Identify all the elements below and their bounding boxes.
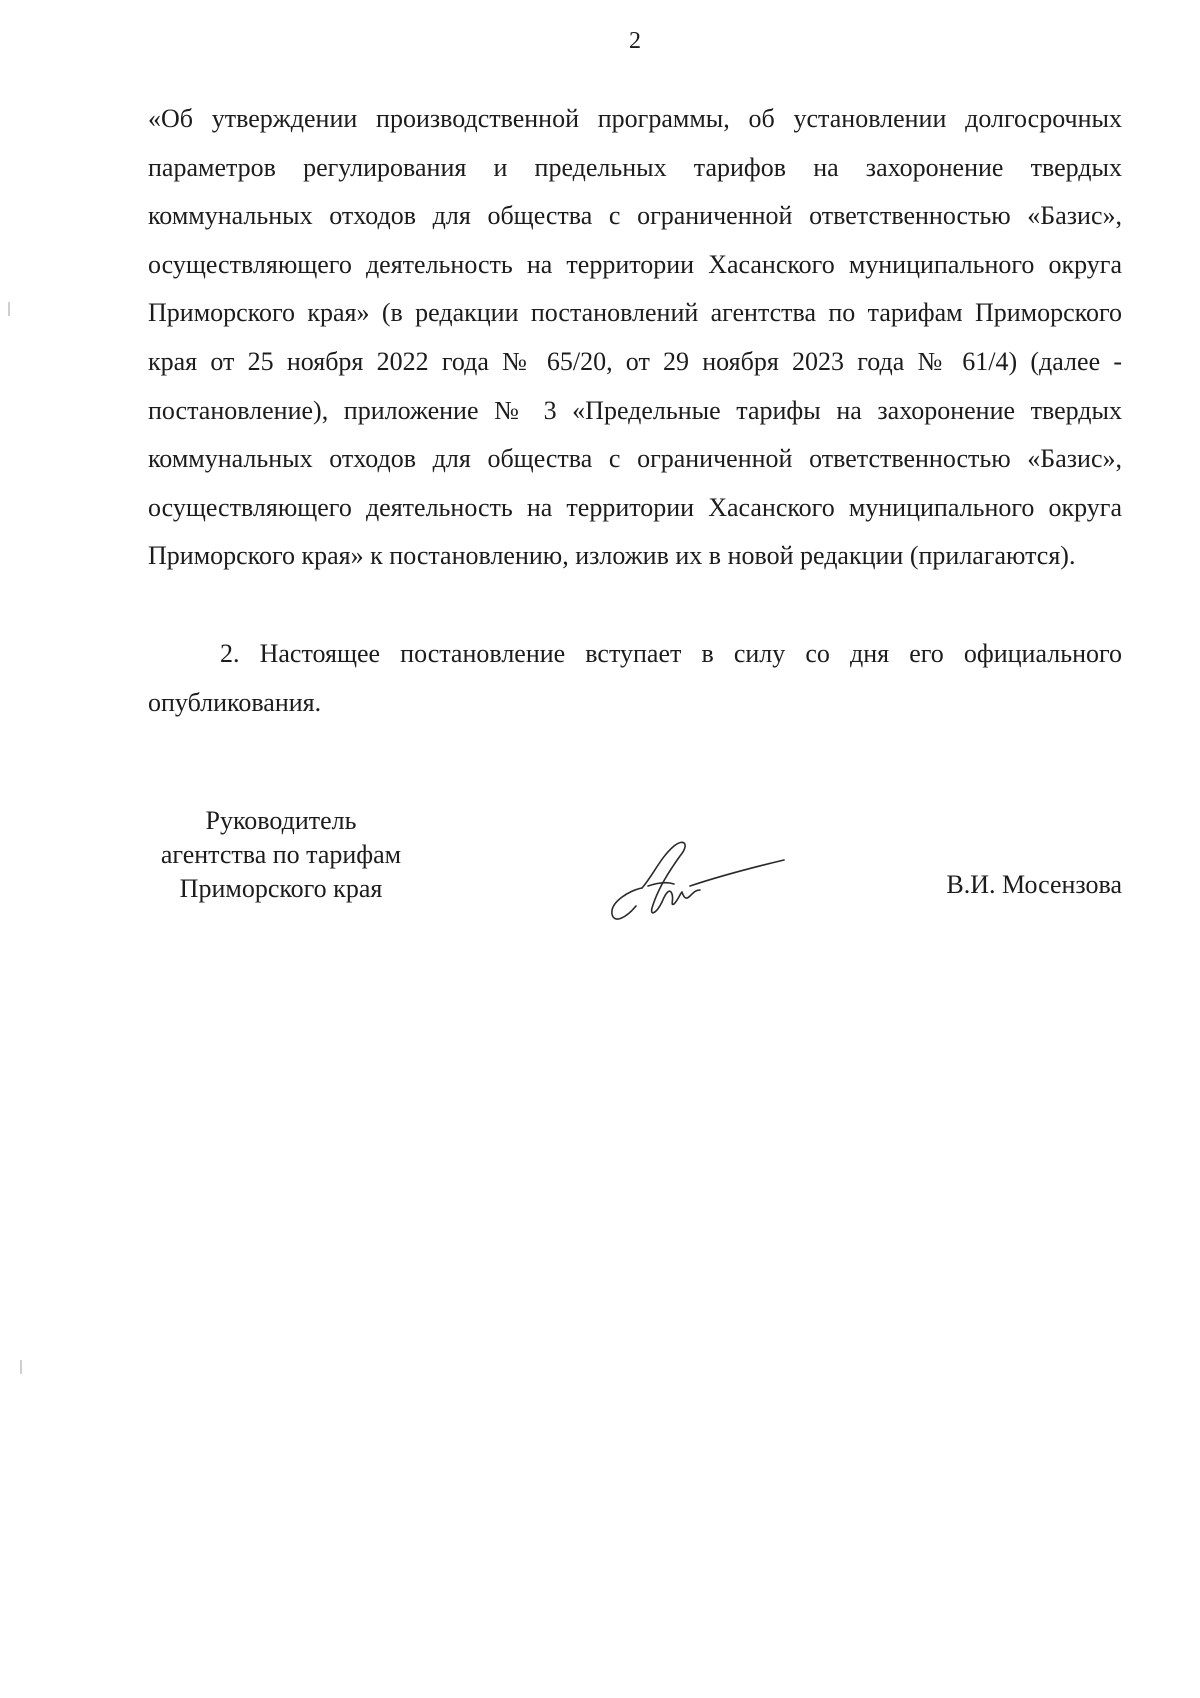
signer-name: В.И. Мосензова bbox=[946, 870, 1122, 899]
page-number: 2 bbox=[629, 28, 641, 54]
signatory-title-line: Приморского края bbox=[179, 874, 383, 903]
handwritten-signature bbox=[608, 828, 798, 928]
signatory-title bbox=[138, 804, 424, 906]
signatory-title-line: Руководитель bbox=[205, 806, 357, 835]
scan-mark bbox=[8, 302, 10, 316]
paragraph-continuation: «Об утверждении производственной программы, об установлении долгосрочных параметров регулирования и предельных тарифов на захоронение твердых коммунальных отходов для общества с ограниченной ответственностью «Базис», осуществляющего деятельность на территории Хасанского муниципального округа Приморского края» (в редакции постановлений агентства по тарифам Приморского края от 25 ноября 2022 года № 65/20, от 29 ноября 2023 года № 61/4) (далее - постановление), приложение № 3 «Предельные тарифы на захоронение твердых коммунальных отходов для общества с ограниченной ответственностью «Базис», осуществляющего деятельность на территории Хасанского муниципального округа Приморского края» к постановлению, изложив их в новой редакции (прилагаются). bbox=[148, 104, 1122, 571]
signatory-title-line: агентства по тарифам bbox=[160, 840, 402, 869]
paragraph-effective-date: 2. Настоящее постановление вступает в силу со дня его официального опубликования. bbox=[148, 639, 1122, 717]
scan-mark bbox=[20, 1360, 22, 1374]
